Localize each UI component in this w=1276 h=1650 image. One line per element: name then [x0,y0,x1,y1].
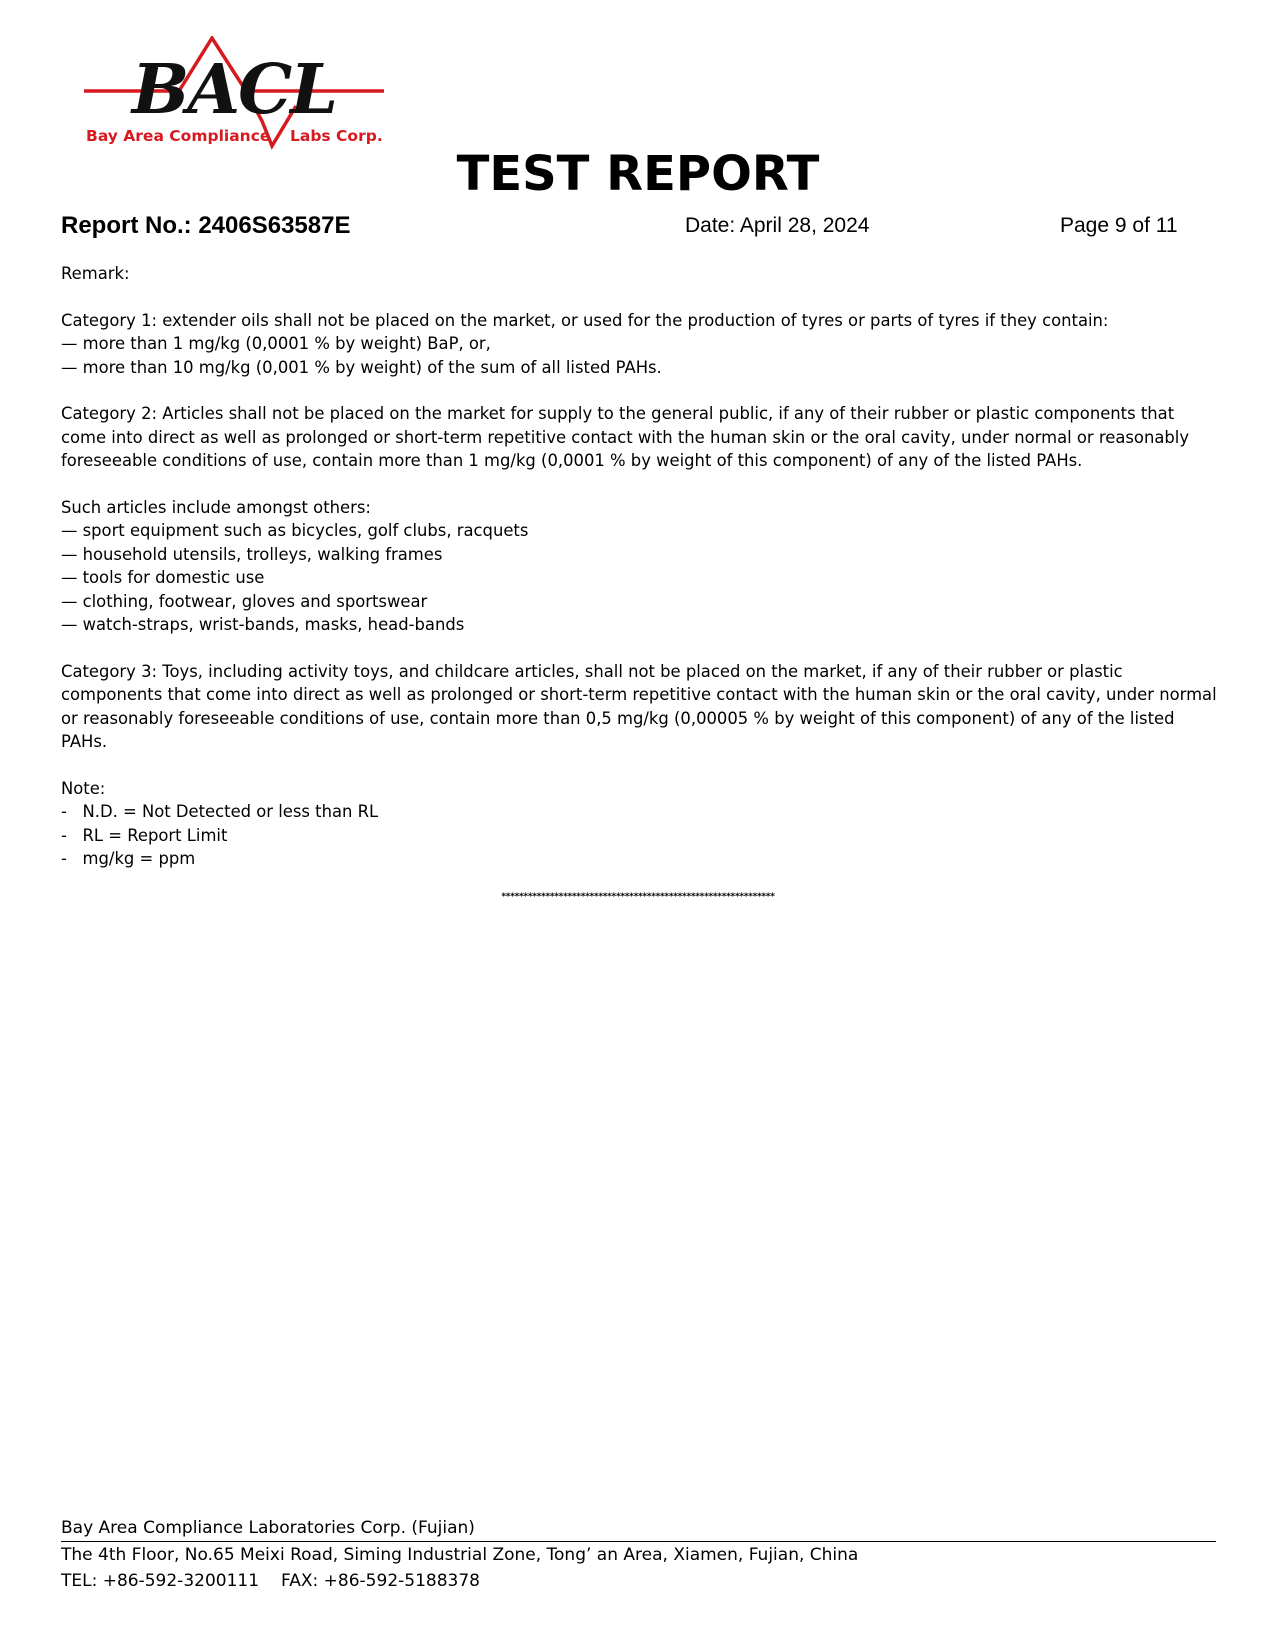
note-item: - mg/kg = ppm [61,849,196,869]
report-date: Date: April 28, 2024 [685,214,870,237]
articles-intro: Such articles include amongst others: [61,498,371,518]
logo-subtitle-left: Bay Area Compliance [86,127,271,145]
articles-item: — clothing, footwear, gloves and sportswear [61,591,428,611]
articles-item: — sport equipment such as bicycles, golf clubs, racquets [61,521,529,541]
logo-subtitle-right: Labs Corp. [290,127,383,145]
remark-label: Remark: [61,264,130,283]
page-number: Page 9 of 11 [1060,214,1178,237]
note-item: - N.D. = Not Detected or less than RL [61,802,379,822]
articles-item: — tools for domestic use [61,568,265,588]
logo-letters: BACL [131,50,337,130]
report-number: Report No.: 2406S63587E [61,212,351,239]
articles-item: — watch-straps, wrist-bands, masks, head-bands [61,615,465,635]
category-1-item: — more than 10 mg/kg (0,001 % by weight) of the sum of all listed PAHs. [61,357,662,377]
footer-company: Bay Area Compliance Laboratories Corp. (Fujian) [61,1515,1216,1542]
articles-item: — household utensils, trolleys, walking frames [61,544,443,564]
category-1-text: Category 1: extender oils shall not be placed on the market, or used for the production of tyres or parts of tyres if they contain: [61,310,1109,330]
category-3-text: Category 3: Toys, including activity toys, and childcare articles, shall not be placed on the market, if any of their rubber or plastic components that come into direct as well as prolonged or short-term repetitive contact with the human skin or the oral cavity, under normal or reasonably foreseeable conditions of use, contain more than 0,5 mg/kg (0,00005 % by weight of this component) of any of the listed PAHs. [61,661,1217,752]
end-of-report-marker: ************************************************************** [501,892,775,902]
footer-tel: TEL: +86-592-3200111 [61,1571,260,1591]
note-item: - RL = Report Limit [61,825,228,845]
category-2-text: Category 2: Articles shall not be placed on the market for supply to the general public, if any of their rubber or plastic components that come into direct as well as prolonged or short-term repetitive contact with the human skin or the oral cavity, under normal or reasonably foreseeable conditions of use, contain more than 1 mg/kg (0,0001 % by weight of this component) of any of the listed PAHs. [61,404,1190,471]
category-1-item: — more than 1 mg/kg (0,0001 % by weight) BaP, or, [61,334,491,354]
footer-fax: FAX: +86-592-5188378 [281,1571,480,1591]
footer-address: The 4th Floor, No.65 Meixi Road, Siming Industrial Zone, Tong’ an Area, Xiamen, Fujian, China [61,1545,859,1565]
report-body [61,262,1221,870]
bacl-logo [84,36,384,161]
page-footer [61,1515,1216,1594]
note-title: Note: [61,778,106,798]
footer-contact [61,1568,1216,1594]
page-title: TEST REPORT [456,146,820,202]
